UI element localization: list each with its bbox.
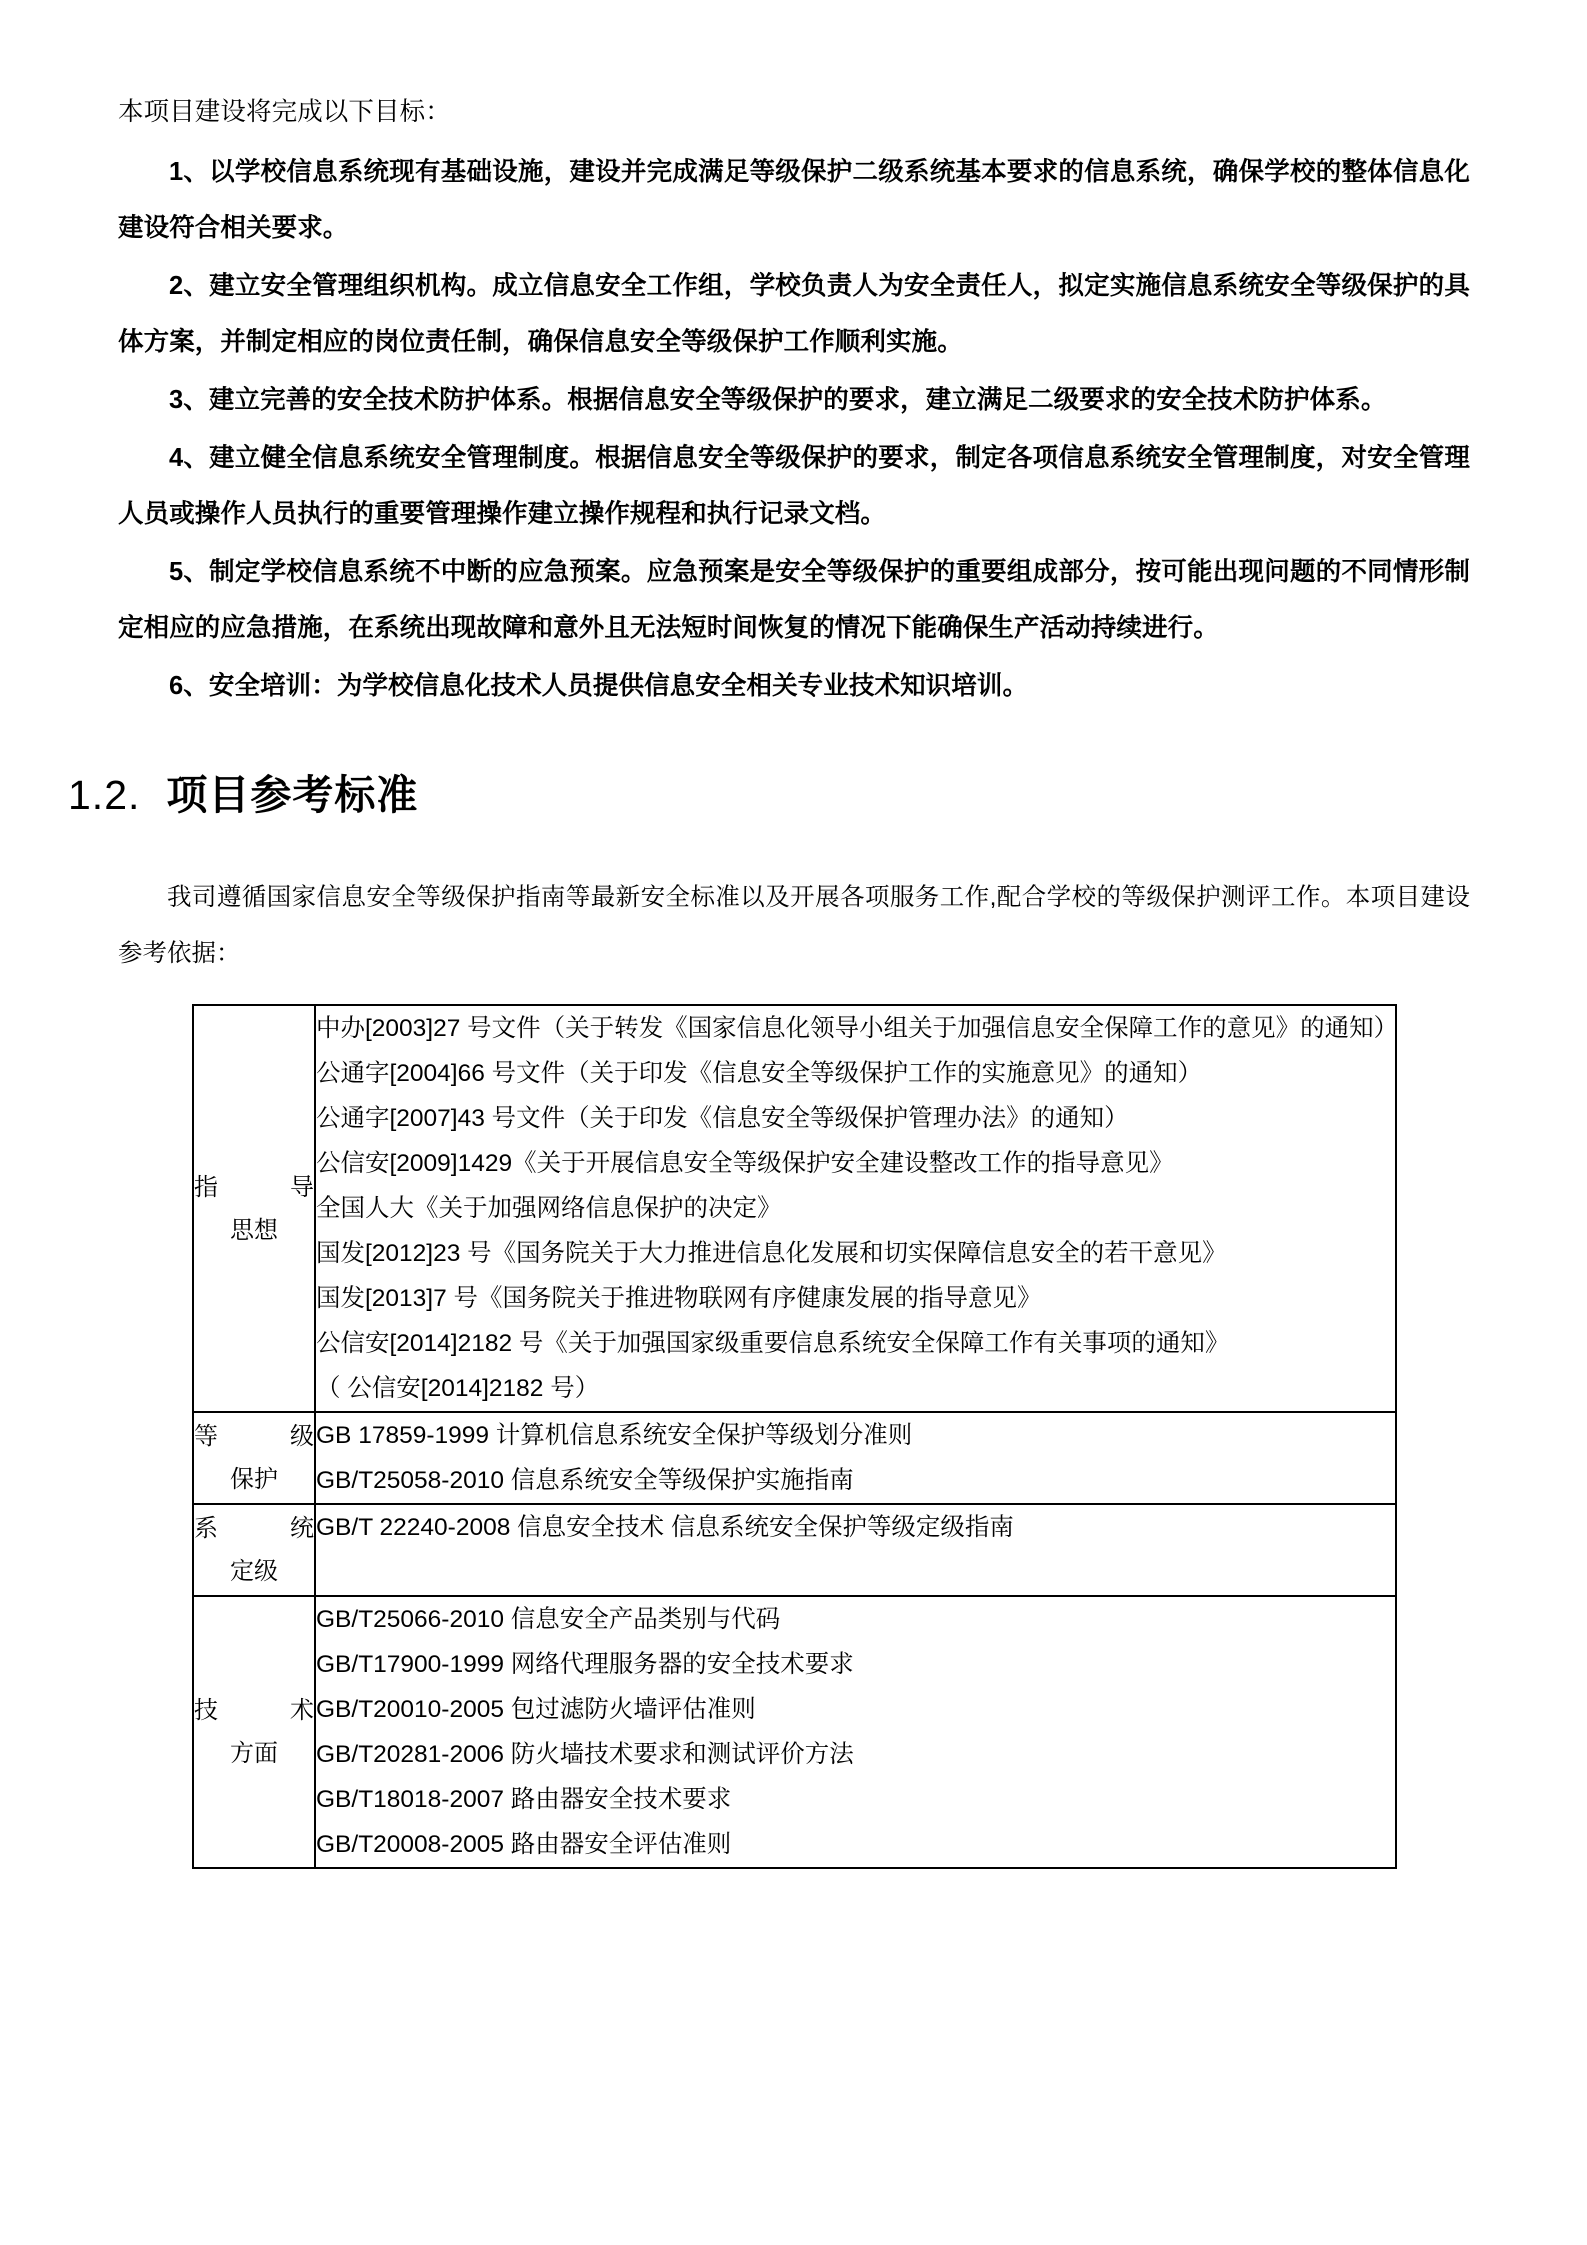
standard-item: GB/T20008-2005 路由器安全评估准则 <box>316 1831 732 1858</box>
reference-table-wrap <box>192 1004 1397 1869</box>
standard-item-spacer <box>316 1550 1395 1595</box>
standard-item: GB/T17900-1999 网络代理服务器的安全技术要求 <box>316 1651 854 1678</box>
objective-item-1: 1、以学校信息系统现有基础设施，建设并完成满足等级保护二级系统基本要求的信息系统，确保学校的整体信息化建设符合相关要求。 <box>118 158 1470 242</box>
section-title: 项目参考标准 <box>166 772 419 818</box>
section-number: 1.2. <box>68 772 141 818</box>
standard-item: GB/T20010-2005 包过滤防火墙评估准则 <box>316 1696 756 1723</box>
category-label-line-1: 技 术 <box>194 1697 314 1724</box>
table-row-category-system-grading <box>193 1504 315 1596</box>
table-row <box>193 1412 1396 1504</box>
category-label-line-1: 系 统 <box>194 1515 314 1542</box>
section-heading <box>68 766 1470 824</box>
standard-item: GB/T25066-2010 信息安全产品类别与代码 <box>316 1606 781 1633</box>
standard-item: 公通字[2004]66 号文件（关于印发《信息安全等级保护工作的实施意见》的通知） <box>316 1060 1203 1087</box>
objective-item-4: 4、建立健全信息系统安全管理制度。根据信息安全等级保护的要求，制定各项信息系统安全管理制度，对安全管理人员或操作人员执行的重要管理操作建立操作规程和执行记录文档。 <box>118 444 1470 528</box>
standard-item: GB/T20281-2006 防火墙技术要求和测试评价方法 <box>316 1741 854 1768</box>
category-label-line-2: 保护 <box>230 1466 278 1493</box>
category-label-line-1: 等 级 <box>194 1423 314 1450</box>
intro-paragraph: 我司遵循国家信息安全等级保护指南等最新安全标准以及开展各项服务工作,配合学校的等级保护测评工作。本项目建设参考依据： <box>118 884 1470 967</box>
table-row-items-guiding-thought <box>315 1005 1399 1412</box>
standard-item: 中办[2003]27 号文件（关于转发《国家信息化领导小组关于加强信息安全保障工作的意见》的通知） <box>316 1015 1399 1042</box>
standard-item: 公信安[2014]2182 号《关于加强国家级重要信息系统安全保障工作有关事项的通知》 <box>316 1330 1230 1357</box>
table-row-items-technical <box>315 1596 1396 1868</box>
standard-item: （ 公信安[2014]2182 号） <box>316 1375 600 1402</box>
table-row <box>193 1504 1396 1596</box>
table-row-category-level-protection <box>193 1412 315 1504</box>
table-row-category-guiding-thought <box>193 1005 315 1412</box>
standard-item: GB 17859-1999 计算机信息系统安全保护等级划分准则 <box>316 1422 913 1449</box>
standard-item: 国发[2013]7 号《国务院关于推进物联网有序健康发展的指导意见》 <box>316 1285 1042 1312</box>
standard-item: GB/T18018-2007 路由器安全技术要求 <box>316 1786 732 1813</box>
table-row <box>193 1005 1396 1412</box>
table-row-items-system-grading <box>315 1504 1396 1596</box>
objective-item-6: 6、安全培训：为学校信息化技术人员提供信息安全相关专业技术知识培训。 <box>169 672 1029 700</box>
objective-item-2: 2、建立安全管理组织机构。成立信息安全工作组，学校负责人为安全责任人，拟定实施信息系统安全等级保护的具体方案，并制定相应的岗位责任制，确保信息安全等级保护工作顺利实施。 <box>118 272 1470 356</box>
objective-item-5: 5、制定学校信息系统不中断的应急预案。应急预案是安全等级保护的重要组成部分，按可能出现问题的不同情形制定相应的应急措施，在系统出现故障和意外且无法短时间恢复的情况下能确保生产活动持续进行。 <box>118 558 1470 642</box>
standard-item: 公信安[2009]1429《关于开展信息安全等级保护安全建设整改工作的指导意见》 <box>316 1150 1174 1177</box>
table-row <box>193 1596 1396 1868</box>
standard-item: GB/T25058-2010 信息系统安全等级保护实施指南 <box>316 1467 854 1494</box>
category-label-line-2: 方面 <box>230 1740 278 1767</box>
category-label-line-1: 指 导 <box>194 1173 314 1201</box>
intro-block <box>118 870 1470 982</box>
standard-item: 全国人大《关于加强网络信息保护的决定》 <box>316 1195 782 1222</box>
standard-item: 公通字[2007]43 号文件（关于印发《信息安全等级保护管理办法》的通知） <box>316 1105 1129 1132</box>
standard-item: GB/T 22240-2008 信息安全技术 信息系统安全保护等级定级指南 <box>316 1514 1014 1541</box>
reference-standards-table <box>192 1004 1397 1869</box>
lead-paragraph: 本项目建设将完成以下目标： <box>118 98 451 126</box>
objective-item-3: 3、建立完善的安全技术防护体系。根据信息安全等级保护的要求，建立满足二级要求的安全技术防护体系。 <box>169 386 1387 414</box>
table-row-category-technical <box>193 1596 315 1868</box>
standard-item: 国发[2012]23 号《国务院关于大力推进信息化发展和切实保障信息安全的若干意见》 <box>316 1240 1227 1267</box>
table-row-items-level-protection <box>315 1412 1396 1504</box>
category-label-line-2: 定级 <box>230 1558 278 1585</box>
page-content <box>68 84 1470 1869</box>
category-label-line-2: 思想 <box>230 1216 278 1244</box>
